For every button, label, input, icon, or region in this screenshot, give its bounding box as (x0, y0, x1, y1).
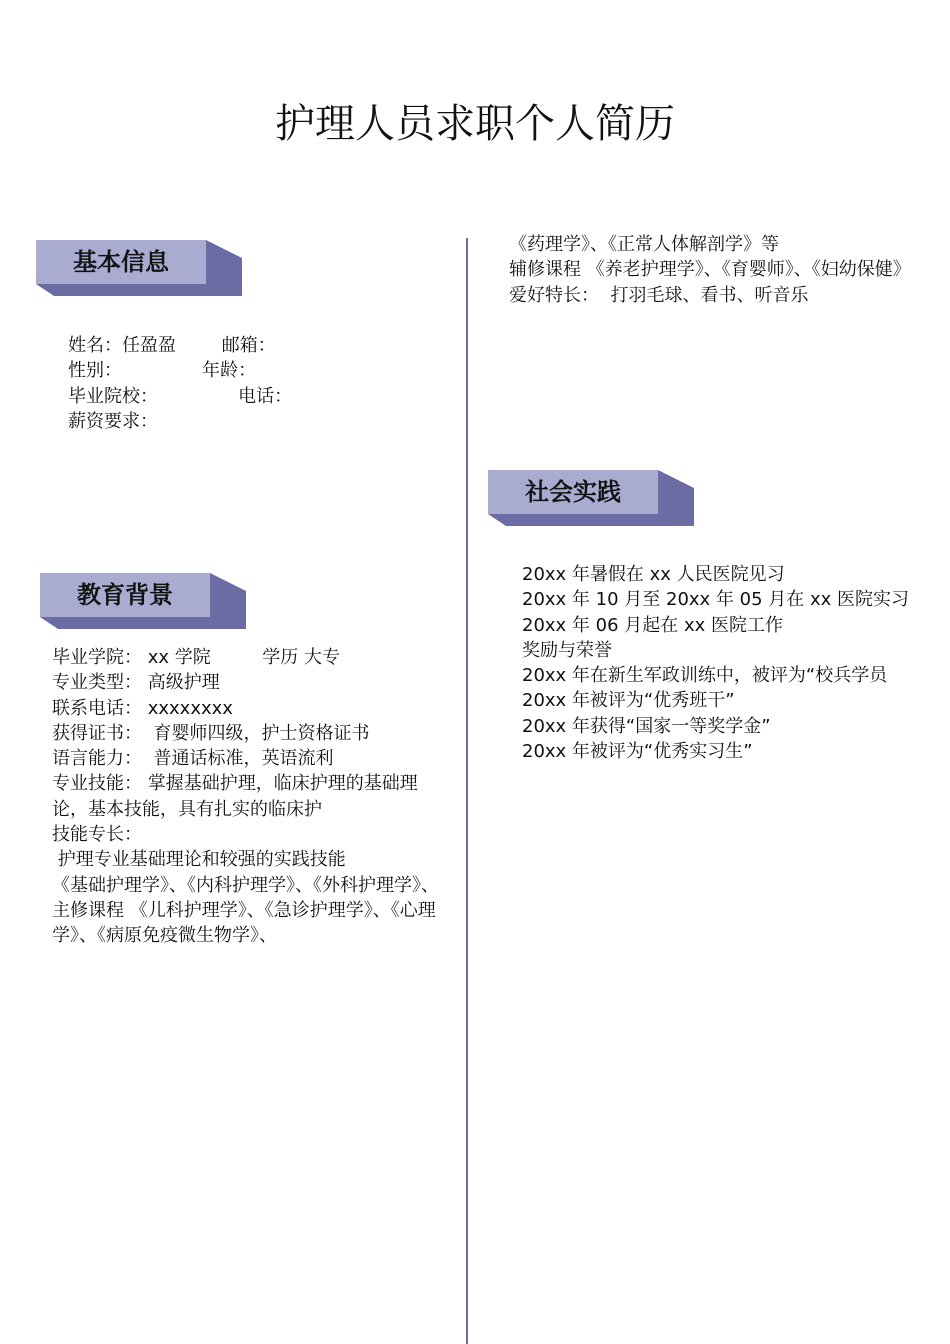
edu-line-specialty-label: 技能专长： (52, 824, 142, 846)
section-heading-basic: 基本信息 (73, 248, 169, 276)
award-line: 20xx 年获得“国家一等奖学金” (522, 715, 771, 737)
basic-info-block (68, 333, 448, 434)
practice-line: 20xx 年暑假在 xx 人民医院见习 (522, 564, 785, 585)
practice-block (522, 562, 942, 764)
basic-line-gender-age: 性别： 年龄： (68, 360, 257, 382)
courses-continued-line: 《药理学》、《正常人体解剖学》等 (509, 234, 779, 255)
section-header-practice (488, 470, 694, 526)
section-heading-practice: 社会实践 (525, 478, 621, 506)
edu-line-school: 毕业学院： xx 学院 学历 大专 (52, 647, 340, 668)
resume-title: 护理人员求职个人简历 (275, 101, 675, 147)
award-line: 20xx 年被评为“优秀班干” (522, 690, 735, 712)
edu-line-courses-1: 《基础护理学》、《内科护理学》、《外科护理学》、 (52, 874, 439, 896)
column-divider (466, 238, 468, 1344)
edu-line-courses-2: 主修课程 《儿科护理学》、《急诊护理学》、《心理学》、《病原免疫微生物学》、 (52, 899, 436, 947)
edu-line-major: 专业类型： 高级护理 (52, 672, 220, 694)
practice-line: 20xx 年 06 月起在 xx 医院工作 (522, 614, 784, 636)
edu-line-specialty: 护理专业基础理论和较强的实践技能 (52, 849, 346, 871)
education-block (52, 645, 448, 949)
basic-line-school-phone: 毕业院校： 电话： (68, 385, 293, 407)
elective-courses-line: 辅修课程 《养老护理学》、《育婴师》、《妇幼保健》 (509, 259, 911, 281)
edu-line-skills: 专业技能： 掌握基础护理，临床护理的基础理论，基本技能，具有扎实的临床护 (52, 773, 418, 820)
edu-line-certificates: 获得证书： 育婴师四级，护士资格证书 (52, 722, 370, 744)
section-header-education (40, 573, 246, 629)
basic-line-salary: 薪资要求： (68, 410, 158, 432)
hobbies-line: 爱好特长： 打羽毛球、看书、听音乐 (509, 284, 809, 306)
edu-line-language: 语言能力： 普通话标准，英语流利 (52, 748, 334, 770)
awards-heading: 奖励与荣誉 (522, 639, 612, 661)
award-line: 20xx 年被评为“优秀实习生” (522, 741, 753, 763)
courses-continued-block (509, 232, 911, 308)
award-line: 20xx 年在新生军政训练中，被评为“校兵学员 (522, 665, 888, 687)
section-heading-education: 教育背景 (77, 581, 173, 609)
section-header-basic (36, 240, 242, 296)
edu-line-phone: 联系电话： xxxxxxxx (52, 697, 233, 719)
practice-line: 20xx 年 10 月至 20xx 年 05 月在 xx 医院实习 (522, 589, 910, 611)
basic-line-name-email: 姓名：任盈盈 邮箱： (68, 335, 276, 356)
